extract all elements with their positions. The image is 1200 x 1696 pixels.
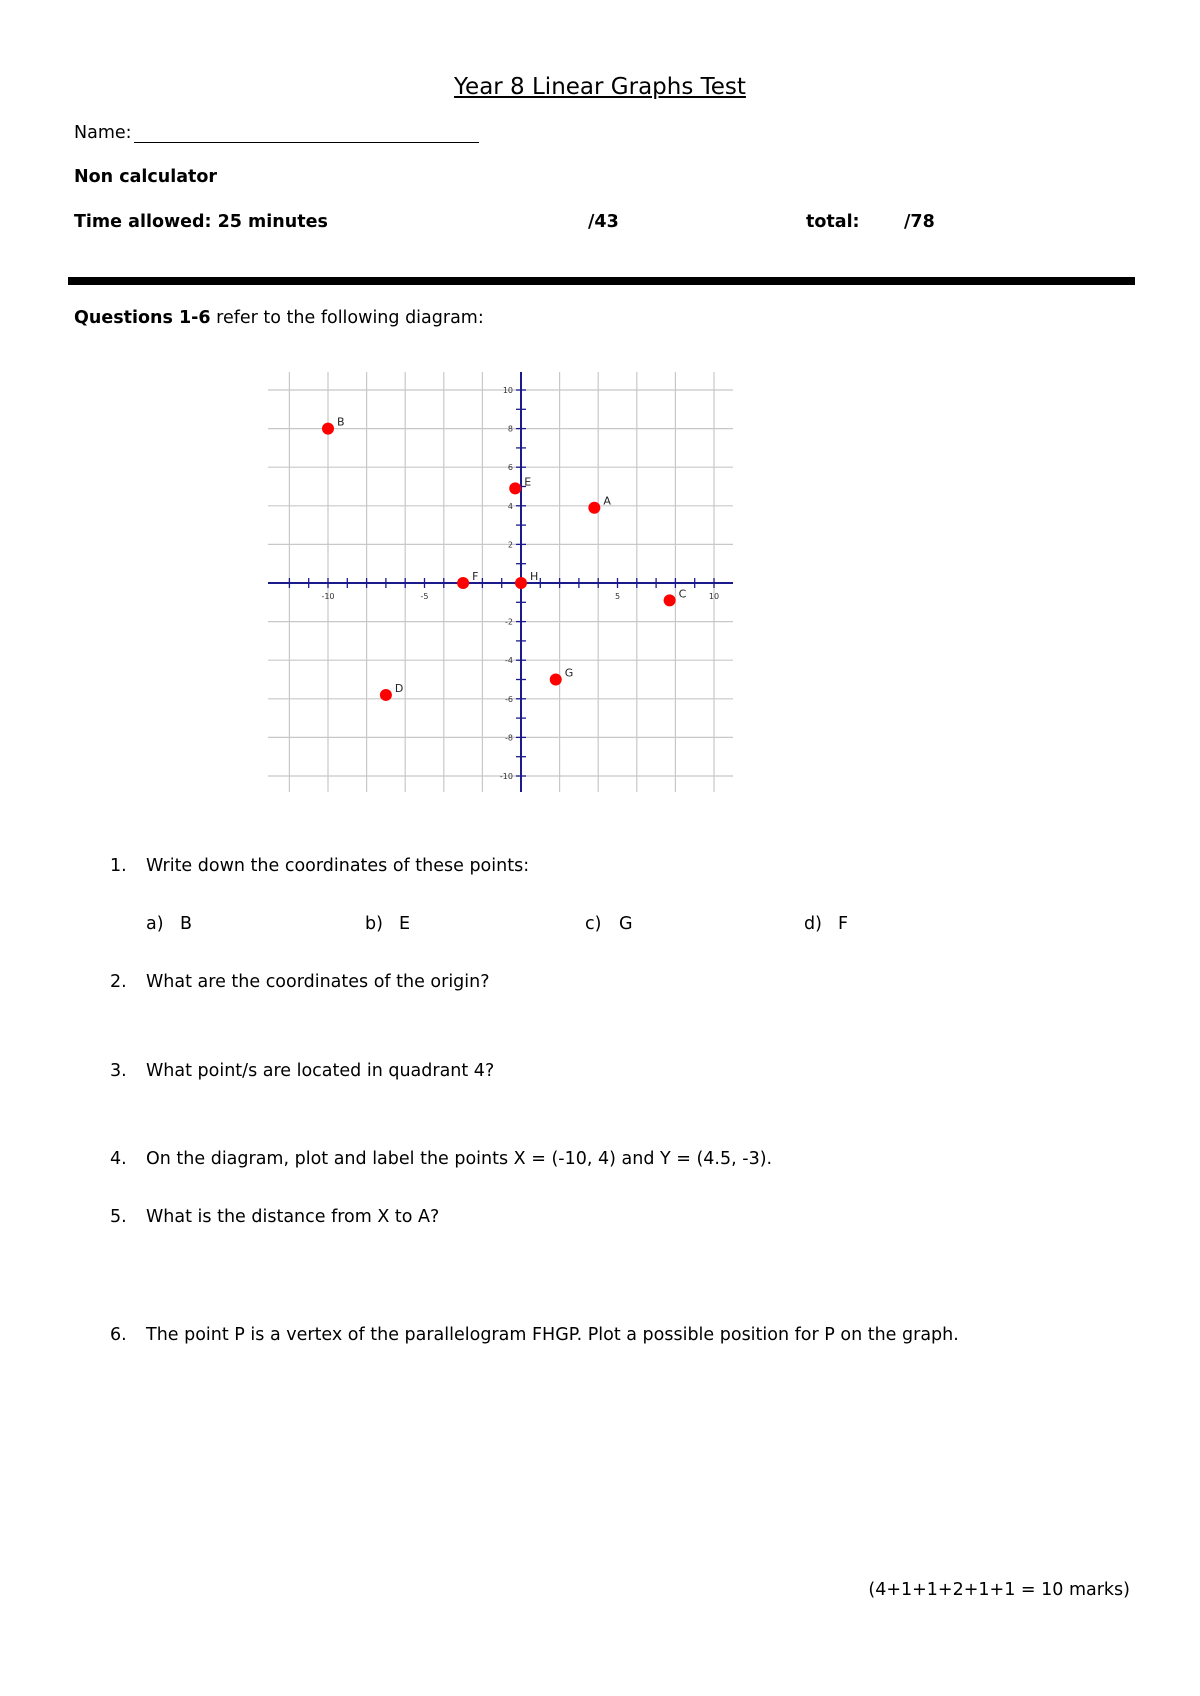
subpart-c — [585, 914, 633, 934]
question-1 — [110, 856, 529, 876]
subpart-label: c) — [585, 914, 602, 934]
y-tick-label: 2 — [507, 540, 513, 550]
x-tick-label: 5 — [614, 592, 621, 601]
point-label-c: C — [678, 587, 687, 601]
y-tick-label: -6 — [505, 694, 513, 704]
question-number: 5. — [110, 1207, 127, 1227]
subpart-a — [146, 914, 192, 934]
time-allowed: Time allowed: 25 minutes — [74, 212, 328, 232]
header-divider — [68, 277, 1135, 285]
question-text: Write down the coordinates of these points: — [146, 856, 530, 876]
x-tick-label: -5 — [420, 592, 429, 601]
subpart-point: E — [399, 914, 411, 934]
data-point-d — [380, 689, 392, 701]
question-text: What point/s are located in quadrant 4? — [146, 1061, 495, 1081]
question-text: What is the distance from X to A? — [146, 1207, 440, 1227]
y-tick-label: -8 — [505, 733, 513, 743]
page-title: Year 8 Linear Graphs Test — [454, 74, 746, 100]
subpart-b — [365, 914, 410, 934]
point-label-e: E — [524, 475, 532, 489]
question-2 — [110, 972, 490, 992]
section-score: /43 — [588, 212, 619, 232]
point-label-f: F — [472, 570, 479, 583]
data-point-e — [509, 482, 521, 494]
y-tick-label: -10 — [499, 772, 513, 781]
point-label-a: A — [603, 494, 611, 508]
questions-intro — [74, 308, 484, 328]
subpart-label: b) — [365, 914, 383, 934]
y-tick-label: -4 — [505, 656, 513, 666]
y-tick-label: 6 — [507, 463, 513, 473]
data-point-c — [664, 594, 676, 606]
question-number: 2. — [110, 972, 127, 992]
name-blank-line[interactable] — [134, 122, 479, 143]
question-6 — [110, 1325, 959, 1345]
y-tick-label: 10 — [502, 386, 513, 395]
point-label-h: H — [530, 570, 539, 583]
data-point-h — [515, 577, 527, 589]
question-text: The point P is a vertex of the parallelogram FHGP. Plot a possible position for P on the graph. — [146, 1325, 959, 1345]
subpart-point: B — [180, 914, 193, 934]
x-tick-label: -10 — [321, 592, 335, 601]
total-score: /78 — [904, 212, 935, 232]
question-3 — [110, 1061, 494, 1081]
name-field — [74, 122, 479, 143]
data-point-a — [588, 502, 600, 514]
point-label-d: D — [394, 681, 404, 695]
y-tick-label: 8 — [507, 424, 513, 434]
point-label-b: B — [337, 415, 345, 429]
question-number: 3. — [110, 1061, 127, 1081]
x-tick-label: 10 — [708, 592, 720, 601]
point-label-g: G — [564, 666, 574, 680]
data-point-f — [457, 577, 469, 589]
name-label: Name: — [74, 123, 132, 143]
question-number: 6. — [110, 1325, 127, 1345]
data-point-g — [550, 674, 562, 686]
question-text: What are the coordinates of the origin? — [146, 972, 490, 992]
coordinate-grid[interactable] — [268, 372, 733, 792]
total-label: total: — [806, 212, 860, 232]
subpart-label: a) — [146, 914, 164, 934]
subpart-point: G — [619, 914, 633, 934]
question-5 — [110, 1207, 439, 1227]
y-tick-label: 4 — [507, 501, 513, 511]
questions-intro-text: refer to the following diagram: — [210, 308, 484, 328]
marks-breakdown: (4+1+1+2+1+1 = 10 marks) — [868, 1580, 1130, 1600]
question-number: 1. — [110, 856, 127, 876]
question-4 — [110, 1149, 772, 1169]
data-point-b — [322, 423, 334, 435]
subpart-label: d) — [804, 914, 822, 934]
questions-intro-range: Questions 1-6 — [74, 308, 211, 328]
non-calculator-label: Non calculator — [74, 167, 218, 187]
question-text: On the diagram, plot and label the points X = (-10, 4) and Y = (4.5, -3). — [146, 1149, 773, 1169]
subpart-d — [804, 914, 848, 934]
subpart-point: F — [838, 914, 849, 934]
y-tick-label: -2 — [505, 617, 513, 627]
question-number: 4. — [110, 1149, 127, 1169]
